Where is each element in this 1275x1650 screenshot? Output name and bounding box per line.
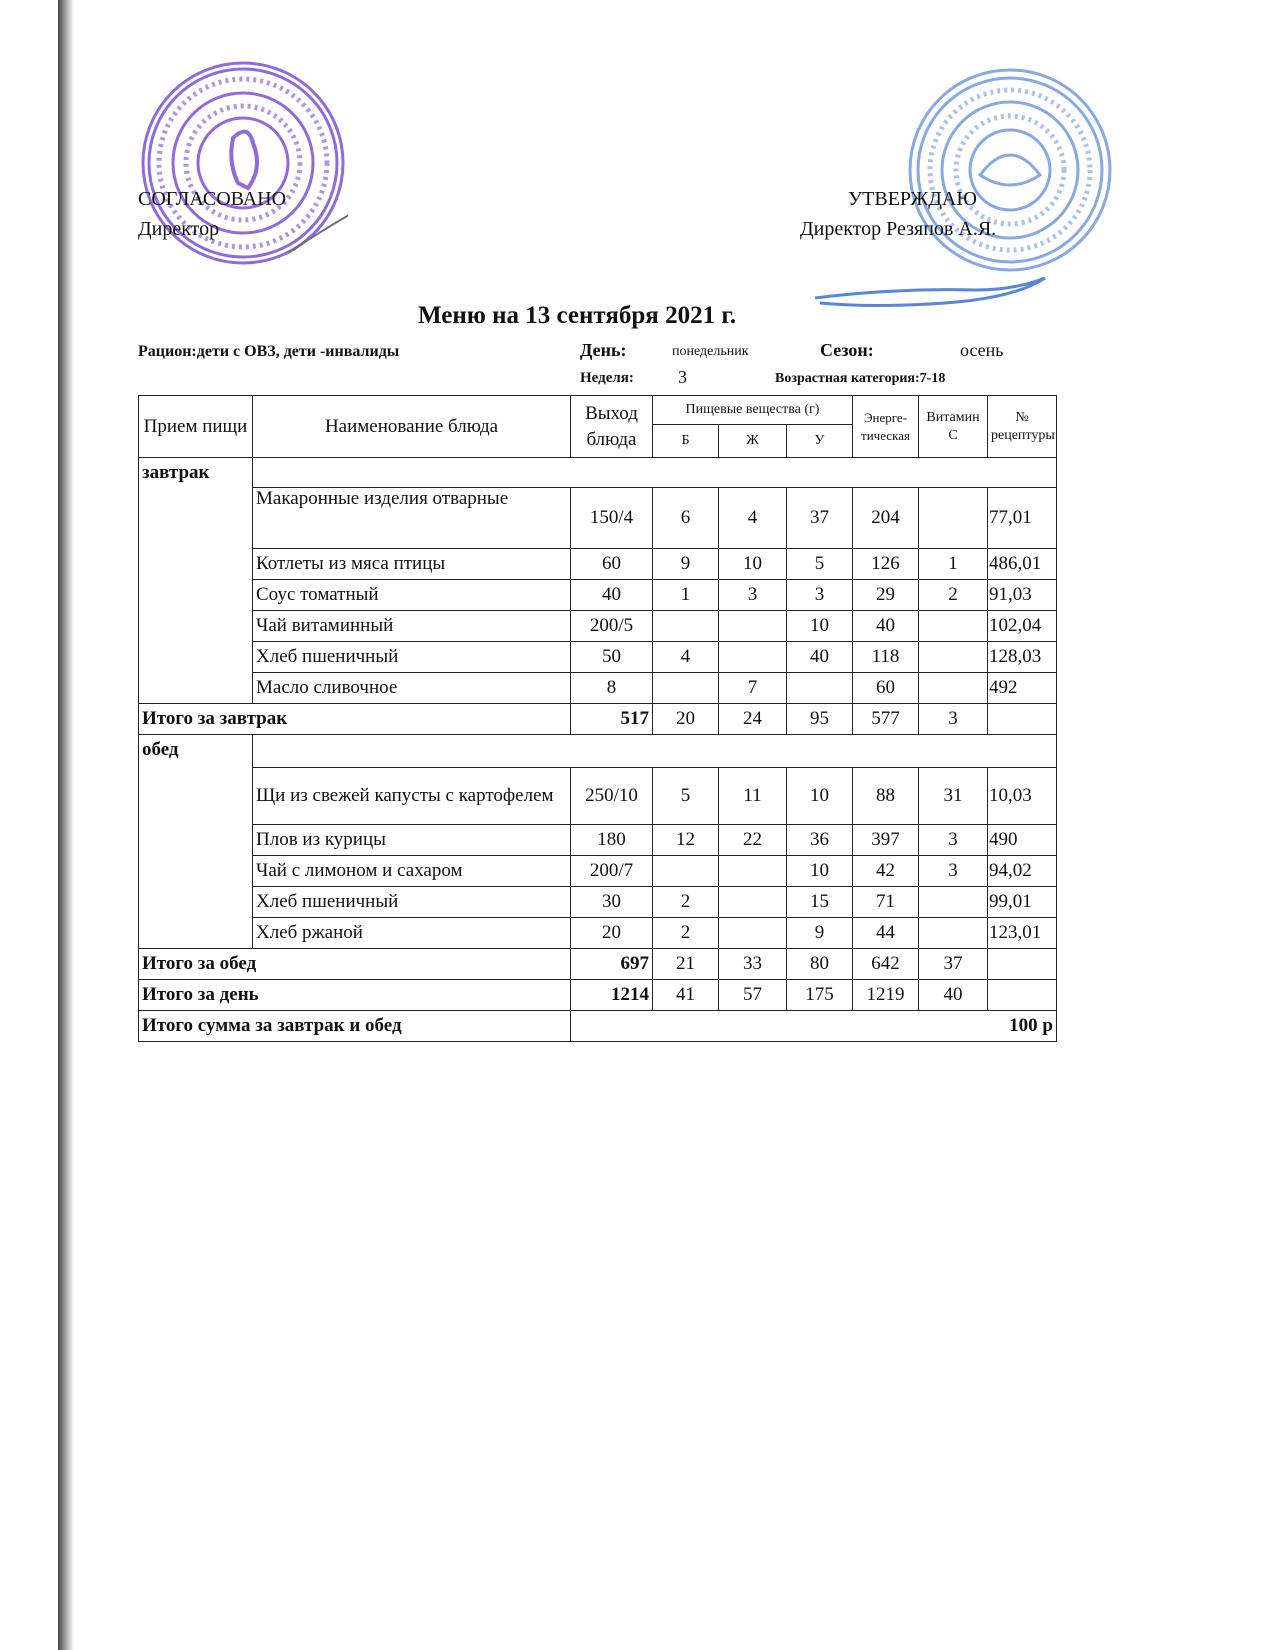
cell-protein: 20 — [653, 704, 719, 735]
cell-vitamin-c: 3 — [919, 704, 988, 735]
cell-fat: 10 — [719, 549, 787, 580]
approval-left-title: СОГЛАСОВАНО — [138, 188, 287, 210]
sum-row — [139, 1011, 1057, 1042]
day-label: День: — [580, 340, 627, 360]
approval-right-role: Директор Резяпов А.Я. — [800, 218, 997, 240]
cell-vitamin-c: 37 — [919, 949, 988, 980]
cell-vitamin-c — [919, 488, 988, 549]
cell-protein: 41 — [653, 980, 719, 1011]
ration-label: Рацион:дети с ОВЗ, дети -инвалиды — [138, 343, 400, 360]
cell-dish: Котлеты из мяса птицы — [253, 549, 571, 580]
cell-carbs: 3 — [787, 580, 853, 611]
table-row — [139, 918, 1057, 949]
cell-fat: 4 — [719, 488, 787, 549]
section-spacer — [253, 735, 1057, 768]
cell-protein: 21 — [653, 949, 719, 980]
cell-carbs: 15 — [787, 887, 853, 918]
cell-dish: Макаронные изделия отварные — [253, 488, 571, 549]
cell-energy: 1219 — [853, 980, 919, 1011]
cell-protein: 2 — [653, 918, 719, 949]
age-category: Возрастная категория:7-18 — [775, 371, 946, 386]
cell-yield: 180 — [571, 825, 653, 856]
cell-energy: 642 — [853, 949, 919, 980]
cell-protein: 6 — [653, 488, 719, 549]
cell-energy: 204 — [853, 488, 919, 549]
cell-dish: Соус томатный — [253, 580, 571, 611]
cell-carbs: 95 — [787, 704, 853, 735]
season-label: Сезон: — [820, 340, 874, 360]
header-protein: Б — [653, 425, 719, 458]
cell-fat — [719, 856, 787, 887]
total-label: Итого за обед — [139, 949, 571, 980]
header-carbs: У — [787, 425, 853, 458]
table-row — [139, 488, 1057, 549]
header-dish: Наименование блюда — [253, 396, 571, 458]
cell-fat: 3 — [719, 580, 787, 611]
cell-fat — [719, 918, 787, 949]
table-row — [139, 887, 1057, 918]
cell-fat: 11 — [719, 768, 787, 825]
cell-recipe: 91,03 — [988, 580, 1057, 611]
cell-recipe — [988, 949, 1057, 980]
cell-yield: 200/7 — [571, 856, 653, 887]
cell-recipe: 490 — [988, 825, 1057, 856]
cell-vitamin-c — [919, 887, 988, 918]
header-energy: Энерге-тическая — [853, 396, 919, 458]
cell-protein: 4 — [653, 642, 719, 673]
cell-protein: 5 — [653, 768, 719, 825]
cell-recipe: 102,04 — [988, 611, 1057, 642]
cell-yield: 40 — [571, 580, 653, 611]
header-vitamin-c: Витамин С — [919, 396, 988, 458]
cell-recipe: 10,03 — [988, 768, 1057, 825]
week-value: 3 — [678, 367, 687, 387]
cell-energy: 42 — [853, 856, 919, 887]
cell-vitamin-c — [919, 673, 988, 704]
cell-yield: 150/4 — [571, 488, 653, 549]
table-row — [139, 673, 1057, 704]
cell-vitamin-c: 3 — [919, 856, 988, 887]
cell-carbs: 10 — [787, 768, 853, 825]
section-row — [139, 735, 1057, 768]
cell-dish: Хлеб ржаной — [253, 918, 571, 949]
header-meal: Прием пищи — [139, 396, 253, 458]
cell-dish: Чай витаминный — [253, 611, 571, 642]
cell-energy: 118 — [853, 642, 919, 673]
cell-dish: Хлеб пшеничный — [253, 642, 571, 673]
cell-recipe: 492 — [988, 673, 1057, 704]
table-row — [139, 768, 1057, 825]
cell-vitamin-c: 3 — [919, 825, 988, 856]
cell-protein — [653, 856, 719, 887]
cell-protein: 1 — [653, 580, 719, 611]
cell-carbs: 10 — [787, 611, 853, 642]
cell-energy: 44 — [853, 918, 919, 949]
cell-recipe — [988, 980, 1057, 1011]
total-label: Итого за завтрак — [139, 704, 571, 735]
cell-fat — [719, 887, 787, 918]
header-nutrients: Пищевые вещества (г) — [653, 396, 853, 425]
cell-yield: 250/10 — [571, 768, 653, 825]
cell-yield: 60 — [571, 549, 653, 580]
header-row — [139, 396, 1057, 425]
cell-carbs — [787, 673, 853, 704]
cell-fat: 22 — [719, 825, 787, 856]
cell-energy: 577 — [853, 704, 919, 735]
meal-name: обед — [139, 735, 253, 949]
section-row — [139, 458, 1057, 488]
day-total-label: Итого за день — [139, 980, 571, 1011]
cell-recipe: 94,02 — [988, 856, 1057, 887]
cell-carbs: 5 — [787, 549, 853, 580]
cell-recipe — [988, 704, 1057, 735]
cell-yield: 30 — [571, 887, 653, 918]
cell-recipe: 77,01 — [988, 488, 1057, 549]
cell-recipe: 486,01 — [988, 549, 1057, 580]
cell-carbs: 40 — [787, 642, 853, 673]
cell-energy: 88 — [853, 768, 919, 825]
cell-protein: 12 — [653, 825, 719, 856]
signature-right — [810, 268, 1090, 318]
cell-vitamin-c — [919, 611, 988, 642]
cell-recipe: 123,01 — [988, 918, 1057, 949]
day-total-row — [139, 980, 1057, 1011]
cell-yield: 8 — [571, 673, 653, 704]
week-label: Неделя: — [580, 370, 634, 386]
cell-dish: Хлеб пшеничный — [253, 887, 571, 918]
cell-yield: 697 — [571, 949, 653, 980]
header-fat: Ж — [719, 425, 787, 458]
cell-dish: Масло сливочное — [253, 673, 571, 704]
cell-fat — [719, 611, 787, 642]
cell-fat: 7 — [719, 673, 787, 704]
cell-dish: Чай с лимоном и сахаром — [253, 856, 571, 887]
right-seal-stamp — [905, 65, 1115, 285]
cell-protein — [653, 673, 719, 704]
header-recipe: № рецептуры — [988, 396, 1057, 458]
cell-energy: 397 — [853, 825, 919, 856]
table-row — [139, 611, 1057, 642]
table-row — [139, 856, 1057, 887]
cell-energy: 126 — [853, 549, 919, 580]
cell-recipe: 128,03 — [988, 642, 1057, 673]
cell-yield: 200/5 — [571, 611, 653, 642]
table-row — [139, 642, 1057, 673]
cell-energy: 29 — [853, 580, 919, 611]
total-row — [139, 949, 1057, 980]
cell-carbs: 80 — [787, 949, 853, 980]
cell-vitamin-c: 1 — [919, 549, 988, 580]
cell-protein: 2 — [653, 887, 719, 918]
page-title: Меню на 13 сентября 2021 г. — [418, 302, 737, 329]
table-row — [139, 825, 1057, 856]
cell-fat: 57 — [719, 980, 787, 1011]
day-value: понедельник — [672, 344, 749, 359]
cell-vitamin-c — [919, 918, 988, 949]
cell-carbs: 9 — [787, 918, 853, 949]
cell-yield: 50 — [571, 642, 653, 673]
section-spacer — [253, 458, 1057, 488]
cell-energy: 40 — [853, 611, 919, 642]
cell-protein — [653, 611, 719, 642]
sum-value: 100 р — [571, 1011, 1057, 1042]
cell-yield: 517 — [571, 704, 653, 735]
scan-edge — [58, 0, 74, 1650]
meal-name: завтрак — [139, 458, 253, 704]
cell-fat: 24 — [719, 704, 787, 735]
header-yield: Выход блюда — [571, 396, 653, 458]
cell-yield: 1214 — [571, 980, 653, 1011]
cell-fat: 33 — [719, 949, 787, 980]
cell-fat — [719, 642, 787, 673]
cell-vitamin-c: 40 — [919, 980, 988, 1011]
total-row — [139, 704, 1057, 735]
sum-label: Итого сумма за завтрак и обед — [139, 1011, 571, 1042]
cell-energy: 71 — [853, 887, 919, 918]
approval-right-title: УТВЕРЖДАЮ — [848, 188, 977, 210]
season-value: осень — [960, 340, 1004, 360]
cell-protein: 9 — [653, 549, 719, 580]
cell-yield: 20 — [571, 918, 653, 949]
cell-carbs: 10 — [787, 856, 853, 887]
cell-vitamin-c: 31 — [919, 768, 988, 825]
table-row — [139, 549, 1057, 580]
cell-carbs: 36 — [787, 825, 853, 856]
approval-left-role: Директор — [138, 218, 220, 240]
table-row — [139, 580, 1057, 611]
cell-energy: 60 — [853, 673, 919, 704]
cell-dish: Плов из курицы — [253, 825, 571, 856]
menu-table — [138, 395, 1057, 1042]
cell-carbs: 175 — [787, 980, 853, 1011]
cell-vitamin-c: 2 — [919, 580, 988, 611]
cell-dish: Щи из свежей капусты с картофелем — [253, 768, 571, 825]
cell-vitamin-c — [919, 642, 988, 673]
cell-carbs: 37 — [787, 488, 853, 549]
cell-recipe: 99,01 — [988, 887, 1057, 918]
